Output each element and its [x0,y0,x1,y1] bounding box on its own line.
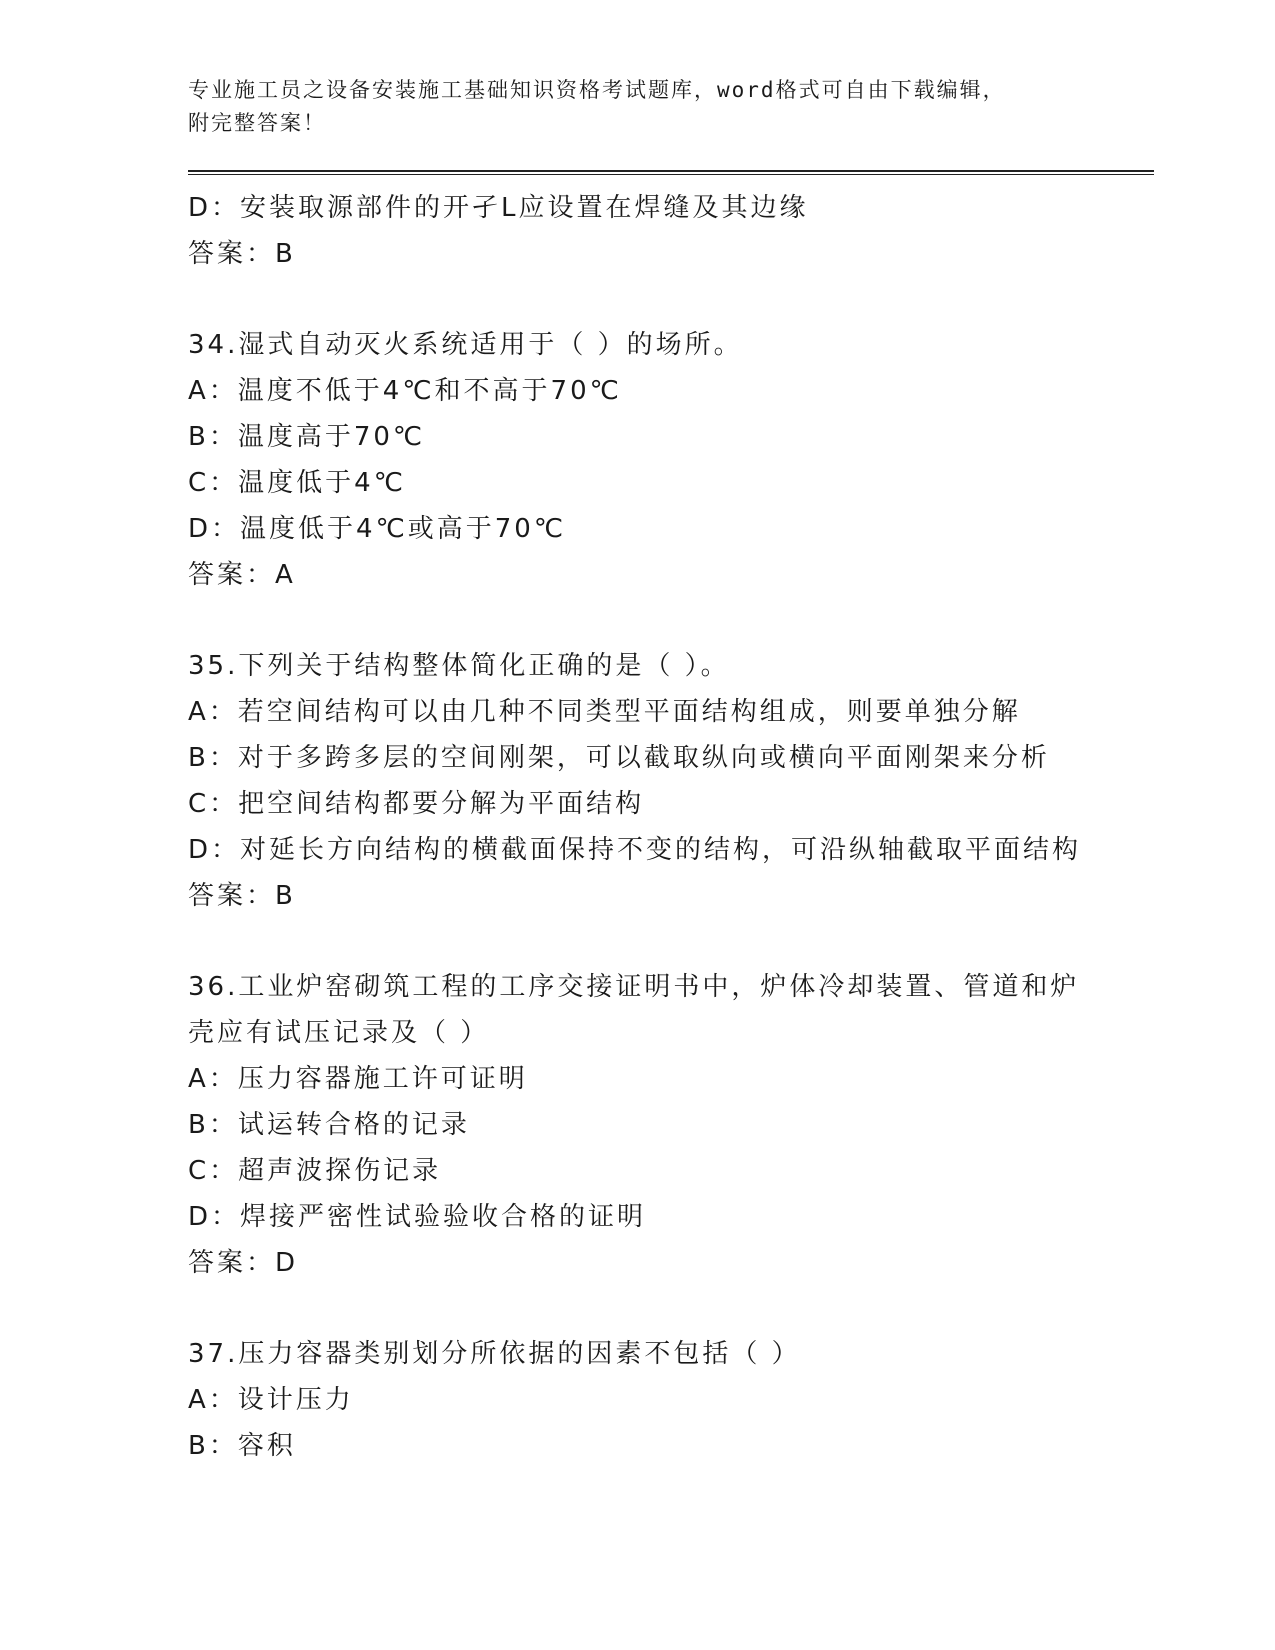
question-stem: 34.湿式自动灭火系统适用于（ ）的场所。 [188,330,743,360]
option-d: D：焊接严密性试验验收合格的证明 [188,1202,647,1232]
answer: 答案：B [188,881,296,911]
option-d: D：安装取源部件的开孑L应设置在焊缝及其边缘 [188,193,809,223]
spacer [188,1286,1148,1331]
document-header [188,74,1148,140]
question-stem: 37.压力容器类别划分所依据的因素不包括（ ） [188,1339,801,1369]
option-b: B：温度高于70℃ [188,422,426,452]
spacer [188,598,1148,643]
option-d: D：对延长方向结构的横截面保持不变的结构，可沿纵轴截取平面结构 [188,835,1082,865]
option-b: B：对于多跨多层的空间刚架，可以截取纵向或横向平面刚架来分析 [188,743,1050,773]
question-stem-line-1: 36.工业炉窑砌筑工程的工序交接证明书中，炉体冷却装置、管道和炉 [188,972,1080,1002]
header-line-1: 专业施工员之设备安装施工基础知识资格考试题库，word格式可自由下载编辑， [188,78,1006,102]
option-c: C：把空间结构都要分解为平面结构 [188,789,645,819]
answer: 答案：A [188,560,296,590]
header-divider [188,170,1154,175]
document-page [188,74,1148,1469]
question-list [188,185,1148,1469]
option-d: D：温度低于4℃或高于70℃ [188,514,567,544]
option-a: A：压力容器施工许可证明 [188,1064,528,1094]
answer: 答案：B [188,239,296,269]
answer: 答案：D [188,1248,299,1278]
spacer [188,919,1148,964]
header-line-2: 附完整答案！ [188,111,326,135]
spacer [188,277,1148,322]
option-b: B：试运转合格的记录 [188,1110,470,1140]
option-a: A：若空间结构可以由几种不同类型平面结构组成，则要单独分解 [188,697,1021,727]
option-c: C：超声波探伤记录 [188,1156,442,1186]
question-stem-line-2: 壳应有试压记录及（ ） [188,1018,490,1048]
option-c: C：温度低于4℃ [188,468,406,498]
option-a: A：温度不低于4℃和不高于70℃ [188,376,622,406]
question-stem: 35.下列关于结构整体简化正确的是（ ）。 [188,651,730,681]
option-b: B：容积 [188,1431,296,1461]
option-a: A：设计压力 [188,1385,354,1415]
